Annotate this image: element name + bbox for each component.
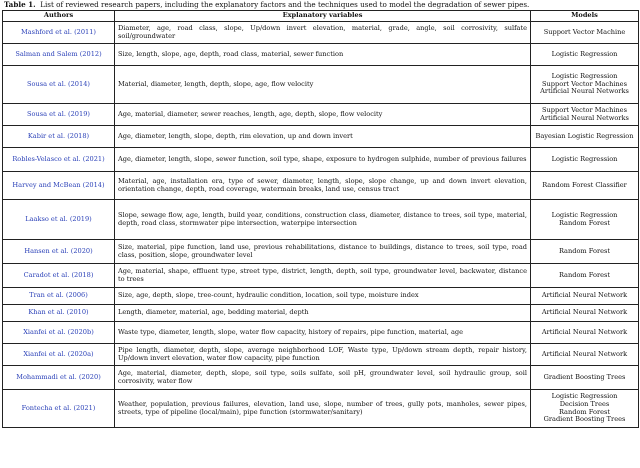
model-name: Gradient Boosting Trees — [543, 372, 626, 381]
variables-cell: Age, material, diameter, depth, slope, soil type, soils sulfate, soil pH, groundwater level, soil hydraulic group, soil corrosivity, water flow — [115, 366, 531, 390]
model-name: Support Vector Machine — [543, 27, 626, 36]
table-row — [3, 44, 639, 66]
variables-cell: Size, material, pipe function, land use, previous rehabilitations, distance to buildings, distance to trees, soil type, road class, position, slope, groundwater level — [115, 240, 531, 264]
papers-table — [2, 10, 639, 428]
table-row — [3, 288, 639, 305]
model-name: Artificial Neural Network — [541, 291, 628, 300]
model-name: Random Forest — [558, 246, 611, 255]
variables-cell: Age, material, diameter, sewer reaches, length, age, depth, slope, flow velocity — [115, 104, 531, 126]
table-row — [3, 240, 639, 264]
table-row — [3, 172, 639, 200]
model-name: Random Forest — [558, 407, 611, 416]
author-cell[interactable]: Mohammadi et al. (2020) — [3, 366, 115, 390]
variables-cell: Length, diameter, material, age, bedding material, depth — [115, 305, 531, 322]
models-cell — [531, 344, 639, 366]
models-cell — [531, 104, 639, 126]
variables-cell: Age, material, shape, effluent type, street type, district, length, depth, soil type, groundwater level, backwater, distance to trees — [115, 264, 531, 288]
table-row — [3, 322, 639, 344]
table-row — [3, 264, 639, 288]
variables-cell: Size, length, slope, age, depth, road class, material, sewer function — [115, 44, 531, 66]
author-cell[interactable]: Xianfei et al. (2020a) — [3, 344, 115, 366]
author-cell[interactable]: Robles-Velasco et al. (2021) — [3, 148, 115, 172]
model-name: Bayesian Logistic Regression — [535, 131, 634, 140]
models-cell — [531, 240, 639, 264]
model-name: Artificial Neural Networks — [540, 113, 629, 122]
table-row — [3, 200, 639, 240]
variables-cell: Diameter, age, road class, slope, Up/down invert elevation, material, grade, angle, soil corrosivity, sulfate soil/groundwater — [115, 22, 531, 44]
table-row — [3, 305, 639, 322]
models-cell — [531, 44, 639, 66]
model-name: Random Forest — [558, 218, 611, 227]
model-name: Logistic Regression — [551, 154, 618, 163]
models-cell — [531, 148, 639, 172]
author-cell[interactable]: Xianfei et al. (2020b) — [3, 322, 115, 344]
variables-cell: Waste type, diameter, length, slope, water flow capacity, history of repairs, pipe function, material, age — [115, 322, 531, 344]
variables-cell: Age, diameter, length, slope, sewer function, soil type, shape, exposure to hydrogen sulphide, number of previous failures — [115, 148, 531, 172]
author-cell[interactable]: Caradot et al. (2018) — [3, 264, 115, 288]
table-row — [3, 366, 639, 390]
model-name: Artificial Neural Network — [541, 327, 628, 336]
table-row — [3, 390, 639, 428]
model-name: Logistic Regression — [551, 210, 618, 219]
table-row — [3, 126, 639, 148]
variables-cell: Slope, sewage flow, age, length, build year, conditions, construction class, diameter, distance to trees, soil type, material, depth, road class, stormwater pipe intersection, waterpipe intersection — [115, 200, 531, 240]
author-cell[interactable]: Kabir et al. (2018) — [3, 126, 115, 148]
author-cell[interactable]: Harvey and McBean (2014) — [3, 172, 115, 200]
author-cell[interactable]: Salman and Salem (2012) — [3, 44, 115, 66]
header-models: Models — [531, 11, 639, 22]
models-cell — [531, 366, 639, 390]
models-cell — [531, 264, 639, 288]
header-variables: Explanatory variables — [115, 11, 531, 22]
model-name: Logistic Regression — [551, 392, 618, 401]
model-name: Decision Trees — [559, 399, 610, 408]
variables-cell: Age, diameter, length, slope, depth, rim elevation, up and down invert — [115, 126, 531, 148]
caption-text: List of reviewed research papers, including the explanatory factors and the techniques used to model the degradation of sewer pipes. — [40, 0, 530, 9]
model-name: Support Vector Machines — [542, 79, 627, 88]
models-cell — [531, 22, 639, 44]
model-name: Logistic Regression — [551, 72, 618, 81]
models-cell — [531, 126, 639, 148]
model-name: Random Forest Classifier — [542, 180, 627, 189]
models-cell — [531, 305, 639, 322]
model-name: Support Vector Machines — [542, 105, 627, 114]
caption-label: Table 1. — [4, 0, 36, 9]
author-cell[interactable]: Laakso et al. (2019) — [3, 200, 115, 240]
variables-cell: Material, age, installation era, type of sewer, diameter, length, slope, slope change, up and down invert elevation, orientation change, depth, road coverage, watermain breaks, land use, census tract — [115, 172, 531, 200]
model-name: Artificial Neural Networks — [540, 87, 629, 96]
author-cell[interactable]: Sousa et al. (2019) — [3, 104, 115, 126]
models-cell — [531, 288, 639, 305]
table-row — [3, 66, 639, 104]
model-name: Logistic Regression — [551, 49, 618, 58]
model-name: Random Forest — [558, 270, 611, 279]
variables-cell: Size, age, depth, slope, tree-count, hydraulic condition, location, soil type, moisture index — [115, 288, 531, 305]
table-caption — [0, 0, 640, 9]
header-authors: Authors — [3, 11, 115, 22]
table-header-row — [3, 11, 639, 22]
author-cell[interactable]: Tran et al. (2006) — [3, 288, 115, 305]
table-body — [3, 22, 639, 428]
table-row — [3, 344, 639, 366]
author-cell[interactable]: Mashford et al. (2011) — [3, 22, 115, 44]
author-cell[interactable]: Sousa et al. (2014) — [3, 66, 115, 104]
models-cell — [531, 200, 639, 240]
table-row — [3, 148, 639, 172]
models-cell — [531, 322, 639, 344]
model-name: Artificial Neural Network — [541, 308, 628, 317]
author-cell[interactable]: Hansen et al. (2020) — [3, 240, 115, 264]
variables-cell: Weather, population, previous failures, elevation, land use, slope, number of trees, gully pots, manholes, sewer pipes, streets, type of pipeline (local/main), pipe function (stormwater/sanitary) — [115, 390, 531, 428]
models-cell — [531, 172, 639, 200]
variables-cell: Material, diameter, length, depth, slope, age, flow velocity — [115, 66, 531, 104]
models-cell — [531, 390, 639, 428]
table-row — [3, 104, 639, 126]
author-cell[interactable]: Khan et al. (2010) — [3, 305, 115, 322]
variables-cell: Pipe length, diameter, depth, slope, average neighborhood LOF, Waste type, Up/down stream depth, repair history, Up/down invert elevation, water flow capacity, pipe function — [115, 344, 531, 366]
table-row — [3, 22, 639, 44]
model-name: Artificial Neural Network — [541, 349, 628, 358]
author-cell[interactable]: Fontecha et al. (2021) — [3, 390, 115, 428]
models-cell — [531, 66, 639, 104]
model-name: Gradient Boosting Trees — [543, 415, 626, 424]
